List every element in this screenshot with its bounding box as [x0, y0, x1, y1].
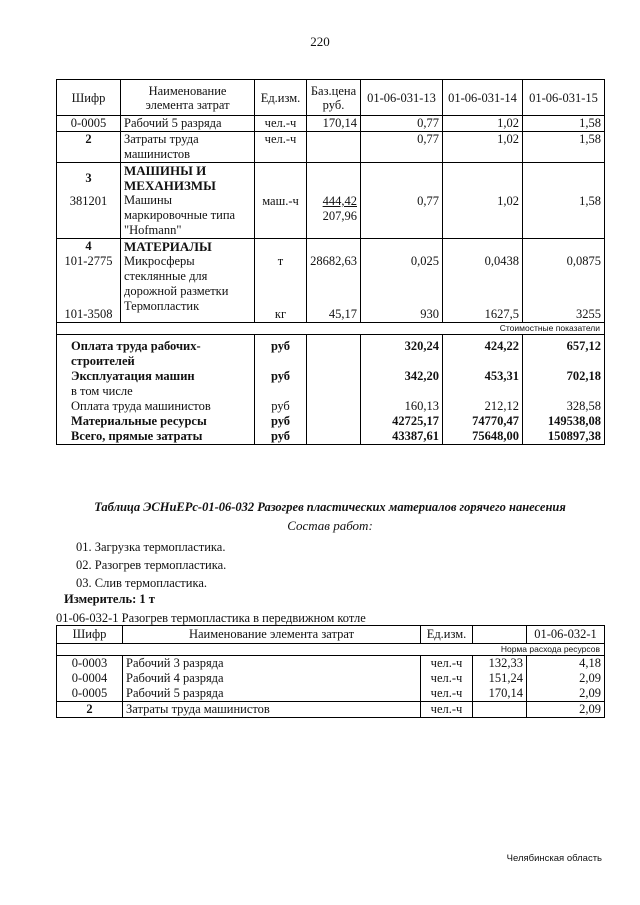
summary-name: Эксплуатация машин — [57, 369, 255, 384]
row-name: Рабочий 4 разряда — [123, 671, 421, 686]
row-price: 444,42 — [322, 194, 357, 208]
norm-title: 01-06-032-1 Разогрев термопластика в передвижном котле — [56, 611, 366, 625]
row-name: Рабочий 5 разряда — [121, 116, 255, 132]
table-row — [57, 671, 605, 686]
summary-row — [57, 384, 605, 399]
resource-table-032 — [56, 625, 605, 718]
summary-value-13: 342,20 — [361, 369, 443, 384]
header-name: Наименование элемента затрат — [123, 626, 421, 644]
norm-label: Норма расхода ресурсов — [473, 644, 605, 656]
row-price — [473, 702, 527, 718]
row-price: 45,17 — [328, 307, 357, 321]
summary-name: в том числе — [57, 384, 255, 399]
resource-table-031 — [56, 79, 605, 445]
row-unit: чел.-ч — [255, 116, 307, 132]
list-item: 03. Слив термопластика. — [76, 576, 208, 590]
row-value: 2,09 — [527, 686, 605, 702]
row-value-15: 1,58 — [523, 132, 605, 163]
row-value-15: 0,0875 — [566, 254, 601, 268]
row-name: Затраты труда машинистов — [123, 702, 421, 718]
row-unit: кг — [274, 307, 287, 321]
row-code: 101-3508 — [64, 307, 113, 321]
table-header-row — [57, 80, 605, 116]
row-value-14: 1,02 — [497, 194, 519, 208]
summary-value-15: 150897,38 — [523, 429, 605, 445]
table-row — [57, 116, 605, 132]
table-header-row — [57, 626, 605, 644]
row-value-15: 1,58 — [579, 194, 601, 208]
header-unit: Ед.изм. — [421, 626, 473, 644]
cost-indicators-label: Стоимостные показатели — [361, 323, 605, 335]
row-value-15: 3255 — [576, 307, 601, 321]
section-title-machines: МАШИНЫ И МЕХАНИЗМЫ — [124, 163, 216, 193]
table-row — [57, 656, 605, 672]
row-value-14: 1,02 — [443, 116, 523, 132]
summary-row — [57, 414, 605, 429]
row-value-13: 0,025 — [410, 254, 439, 268]
row-name: Рабочий 3 разряда — [123, 656, 421, 672]
table-row — [57, 132, 605, 163]
row-unit: маш.-ч — [262, 194, 299, 208]
row-unit: чел.-ч — [421, 686, 473, 702]
summary-value-14: 75648,00 — [443, 429, 523, 445]
row-unit: чел.-ч — [421, 656, 473, 672]
row-name: Машины маркировочные типа "Hofmann" — [124, 193, 236, 237]
list-item: 02. Разогрев термопластика. — [76, 558, 227, 572]
row-name: Микросферы стеклянные для дорожной разметки — [124, 254, 229, 298]
summary-value-13: 43387,61 — [361, 429, 443, 445]
row-value: 4,18 — [527, 656, 605, 672]
row-value-13: 0,77 — [417, 194, 439, 208]
summary-value-13: 160,13 — [361, 399, 443, 414]
summary-row — [57, 429, 605, 445]
header-01-06-031-15: 01-06-031-15 — [523, 80, 605, 116]
row-code: 101-2775 — [64, 254, 113, 268]
row-unit: т — [277, 254, 284, 268]
header-unit: Ед.изм. — [255, 80, 307, 116]
section-title-materials: МАТЕРИАЛЫ — [124, 239, 212, 254]
summary-value-14: 453,31 — [443, 369, 523, 384]
row-name: Термопластик — [124, 299, 200, 313]
row-value-15: 1,58 — [523, 116, 605, 132]
summary-row — [57, 399, 605, 414]
summary-unit: руб — [255, 399, 307, 414]
composition-heading: Состав работ: — [287, 518, 373, 533]
summary-unit: руб — [255, 369, 307, 384]
norm-label-row — [57, 644, 605, 656]
row-unit: чел.-ч — [421, 671, 473, 686]
summary-row — [57, 369, 605, 384]
row-price: 170,14 — [307, 116, 361, 132]
row-name: Затраты труда машинистов — [121, 132, 255, 163]
row-value: 2,09 — [527, 671, 605, 686]
page-number: 220 — [310, 34, 330, 49]
row-code: 0-0005 — [57, 116, 121, 132]
header-01-06-031-13: 01-06-031-13 — [361, 80, 443, 116]
cost-indicators-row — [57, 323, 605, 335]
summary-value-13: 320,24 — [361, 335, 443, 370]
summary-row — [57, 335, 605, 370]
row-price-secondary: 207,96 — [322, 209, 357, 223]
work-list — [76, 538, 226, 592]
row-name: Рабочий 5 разряда — [123, 686, 421, 702]
summary-value-14: 212,12 — [443, 399, 523, 414]
summary-unit: руб — [255, 414, 307, 429]
row-unit: чел.-ч — [421, 702, 473, 718]
summary-name: Оплата труда машинистов — [57, 399, 255, 414]
header-base-price: Баз.цена руб. — [307, 80, 361, 116]
summary-value-14: 424,22 — [443, 335, 523, 370]
row-code: 0-0005 — [57, 686, 123, 702]
row-unit: чел.-ч — [255, 132, 307, 163]
table-row — [57, 702, 605, 718]
header-name: Наименование элемента затрат — [121, 80, 255, 116]
section-code: 3 — [85, 171, 92, 185]
row-code: 0-0003 — [57, 656, 123, 672]
summary-name: Оплата труда рабочих-строителей — [57, 335, 255, 370]
row-price: 132,33 — [473, 656, 527, 672]
summary-name: Всего, прямые затраты — [57, 429, 255, 445]
row-code: 381201 — [69, 194, 108, 208]
summary-name: Материальные ресурсы — [57, 414, 255, 429]
row-code: 0-0004 — [57, 671, 123, 686]
summary-value-15: 149538,08 — [523, 414, 605, 429]
table-row-machines — [57, 163, 605, 239]
row-value-14: 1,02 — [443, 132, 523, 163]
row-code: 2 — [57, 702, 123, 718]
header-code: Шифр — [57, 626, 123, 644]
row-value-14: 1627,5 — [484, 307, 519, 321]
summary-value-15: 328,58 — [523, 399, 605, 414]
row-value-14: 0,0438 — [484, 254, 519, 268]
header-01-06-032-1: 01-06-032-1 — [527, 626, 605, 644]
list-item: 01. Загрузка термопластика. — [76, 540, 226, 554]
row-code: 2 — [57, 132, 121, 163]
summary-value-15: 702,18 — [523, 369, 605, 384]
row-value-13: 0,77 — [361, 116, 443, 132]
summary-value-14: 74770,47 — [443, 414, 523, 429]
row-price: 170,14 — [473, 686, 527, 702]
row-price: 28682,63 — [310, 254, 357, 268]
row-value-13: 930 — [420, 307, 439, 321]
measure-unit: Измеритель: 1 т — [64, 592, 155, 606]
table-row — [57, 686, 605, 702]
row-price — [307, 132, 361, 163]
header-01-06-031-14: 01-06-031-14 — [443, 80, 523, 116]
header-code: Шифр — [57, 80, 121, 116]
summary-unit: руб — [255, 429, 307, 445]
table-row-materials — [57, 239, 605, 323]
row-value: 2,09 — [527, 702, 605, 718]
summary-unit: руб — [255, 335, 307, 370]
summary-value-15: 657,12 — [523, 335, 605, 370]
section-code: 4 — [85, 239, 92, 253]
table-title: Таблица ЭСНиЕРс-01-06-032 Разогрев пластических материалов горячего нанесения — [94, 500, 566, 514]
row-price: 151,24 — [473, 671, 527, 686]
row-value-13: 0,77 — [361, 132, 443, 163]
footer-region: Челябинская область — [506, 853, 602, 864]
summary-value-13: 42725,17 — [361, 414, 443, 429]
